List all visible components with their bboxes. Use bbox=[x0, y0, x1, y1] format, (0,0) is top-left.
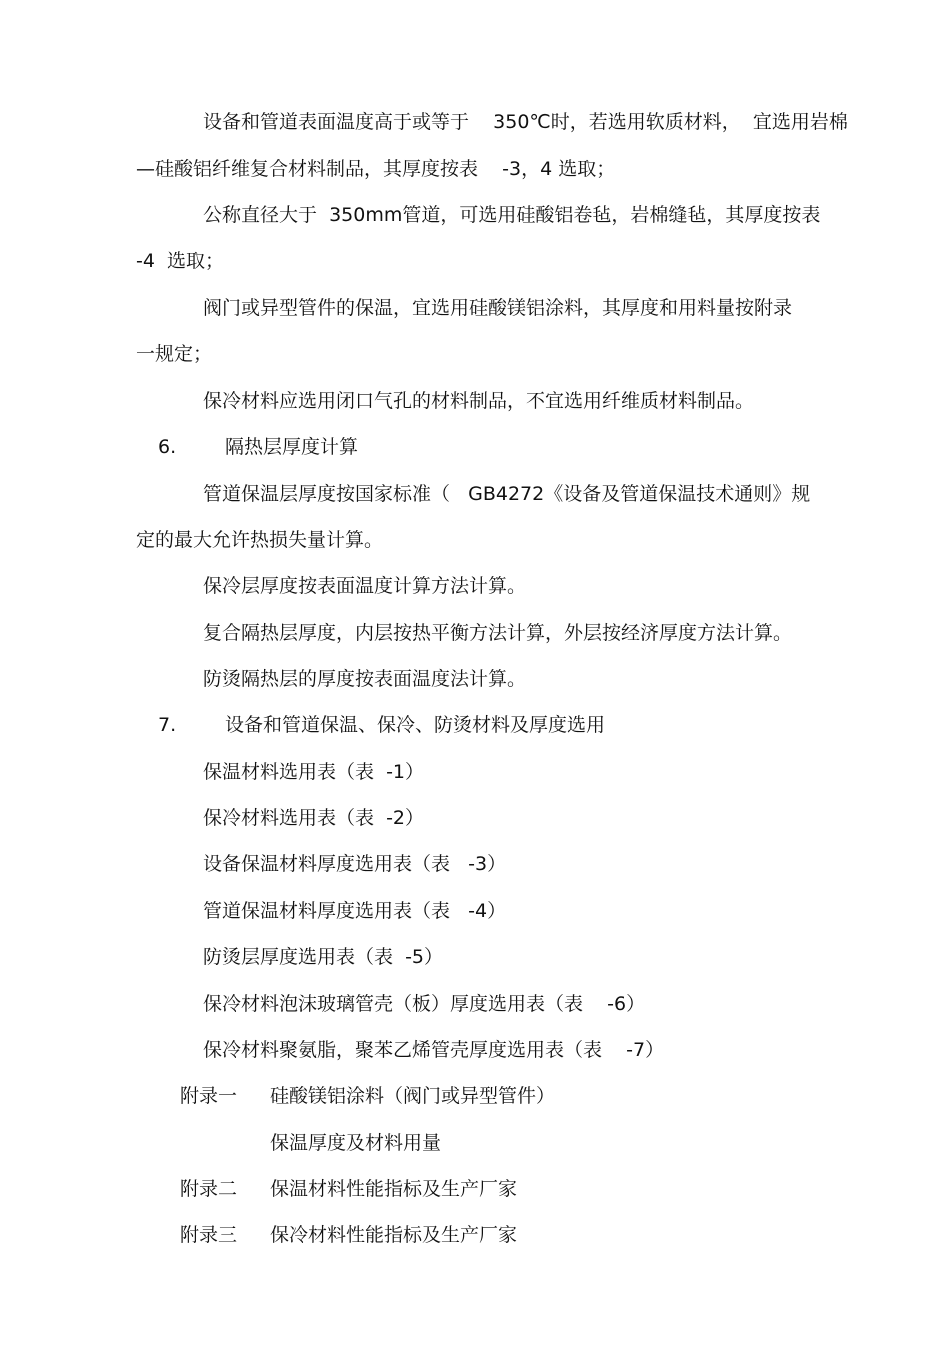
paragraph-line: 定的最大允许热损失量计算。 bbox=[136, 529, 384, 551]
paragraph-line: 公称直径大于 350mm管道，可选用硅酸铝卷毡，岩棉缝毡，其厚度按表 bbox=[203, 204, 821, 226]
appendix-label: 附录三 bbox=[180, 1224, 238, 1246]
paragraph-line: 保冷层厚度按表面温度计算方法计算。 bbox=[203, 575, 527, 597]
table-list-item: 保温材料选用表（表 -1） bbox=[203, 761, 425, 783]
table-list-item: 管道保温材料厚度选用表（表 -4） bbox=[203, 900, 507, 922]
paragraph-line: 一规定； bbox=[136, 343, 213, 365]
paragraph-line: 复合隔热层厚度，内层按热平衡方法计算，外层按经济厚度方法计算。 bbox=[203, 622, 793, 644]
section-number: 6. bbox=[158, 436, 177, 458]
paragraph-line: 设备和管道表面温度高于或等于 350℃时，若选用软质材料， 宜选用岩棉 bbox=[203, 111, 848, 133]
appendix-label: 附录一 bbox=[180, 1085, 238, 1107]
paragraph-line: -4 选取； bbox=[136, 250, 225, 272]
section-heading: 设备和管道保温、保冷、防烫材料及厚度选用 bbox=[225, 714, 606, 736]
paragraph-line: 阀门或异型管件的保温，宜选用硅酸镁铝涂料，其厚度和用料量按附录 bbox=[203, 297, 793, 319]
paragraph-line: 防烫隔热层的厚度按表面温度法计算。 bbox=[203, 668, 527, 690]
section-number: 7. bbox=[158, 714, 177, 736]
appendix-title: 保温材料性能指标及生产厂家 bbox=[270, 1178, 518, 1200]
appendix-label: 附录二 bbox=[180, 1178, 238, 1200]
appendix-title: 硅酸镁铝涂料（阀门或异型管件） bbox=[270, 1085, 556, 1107]
table-list-item: 保冷材料泡沫玻璃管壳（板）厚度选用表（表 -6） bbox=[203, 993, 646, 1015]
table-list-item: 保冷材料聚氨脂，聚苯乙烯管壳厚度选用表（表 -7） bbox=[203, 1039, 665, 1061]
table-list-item: 设备保温材料厚度选用表（表 -3） bbox=[203, 853, 507, 875]
appendix-title: 保冷材料性能指标及生产厂家 bbox=[270, 1224, 518, 1246]
section-heading: 隔热层厚度计算 bbox=[225, 436, 359, 458]
paragraph-line: 保冷材料应选用闭口气孔的材料制品，不宜选用纤维质材料制品。 bbox=[203, 390, 755, 412]
paragraph-line: —硅酸铝纤维复合材料制品，其厚度按表 -3，4 选取； bbox=[136, 158, 616, 180]
appendix-title-continued: 保温厚度及材料用量 bbox=[270, 1132, 442, 1154]
paragraph-line: 管道保温层厚度按国家标准（ GB4272《设备及管道保温技术通则》规 bbox=[203, 483, 811, 505]
table-list-item: 保冷材料选用表（表 -2） bbox=[203, 807, 425, 829]
table-list-item: 防烫层厚度选用表（表 -5） bbox=[203, 946, 444, 968]
